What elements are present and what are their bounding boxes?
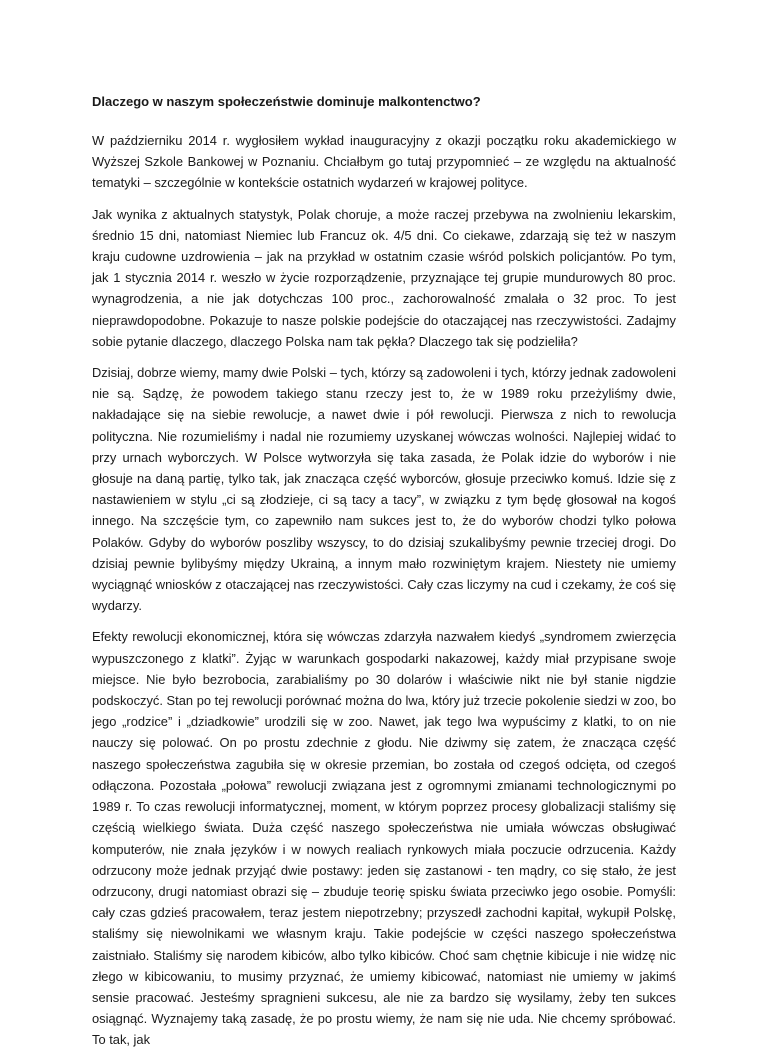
document-title: Dlaczego w naszym społeczeństwie dominuje malkontenctwo? xyxy=(92,94,481,109)
paragraph-2: Jak wynika z aktualnych statystyk, Polak choruje, a może raczej przebywa na zwolnieniu lekarskim, średnio 15 dni, natomiast Niemiec lub Francuz ok. 4/5 dni. Co ciekawe, zdarzają się też w naszym kraju cudowne uzdrowienia – jak na przykład w ostatnim czasie wśród polskich policjantów. Po tym, jak 1 stycznia 2014 r. weszło w życie rozporządzenie, przyznające tej grupie mundurowych 80 proc. wynagrodzenia, a nie jak dotychczas 100 proc., zachorowalność zmalała o 32 proc. To jest nieprawdopodobne. Pokazuje to nasze polskie podejście do otaczającej nas rzeczywistości. Zadajmy sobie pytanie dlaczego, dlaczego Polska nam tak pękła? Dlaczego tak się podzieliła? xyxy=(92,206,676,349)
paragraph-1: W październiku 2014 r. wygłosiłem wykład inauguracyjny z okazji początku roku akademickiego w Wyższej Szkole Bankowej w Poznaniu. Chciałbym go tutaj przypomnieć – ze względu na aktualność tematyki – szczególnie w kontekście ostatnich wydarzeń w krajowej polityce. xyxy=(92,133,676,191)
paragraph-4: Efekty rewolucji ekonomicznej, która się wówczas zdarzyła nazwałem kiedyś „syndromem zwierzęcia wypuszczonego z klatki”. Żyjąc w warunkach gospodarki nakazowej, każdy miał przypisane swoje miejsce. Nie było bezrobocia, zarabialiśmy po 30 dolarów i właściwie nikt nie był stanie nigdzie podskoczyć. Stan po tej rewolucji porównać można do lwa, który już trzecie pokolenie siedzi w zoo, bo jego „rodzice” i „dziadkowie” urodzili się w zoo. Nawet, jak tego lwa wypuścimy z klatki, to on nie nauczy się polować. On po prostu zdechnie z głodu. Nie dziwmy się zatem, że znacząca część naszego społeczeństwa zagubiła się w okresie przemian, bo została od czegoś odcięta, od czegoś odłączona. Pozostała „połowa” rewolucji związana jest z ogromnymi zmianami technologicznymi po 1989 r. To czas rewolucji informatycznej, moment, w którym poprzez procesy globalizacji staliśmy się częścią wielkiego świata. Duża część naszego społeczeństwa nie umiała wówczas obsługiwać komputerów, nie znała języków i w nowych realiach rynkowych miała poczucie odrzucenia. Każdy odrzucony może jednak przyjąć dwie postawy: jeden się zastanowi - ten mądry, co się stało, że jest odrzucony, drugi natomiast obrazi się – zbuduje teorię spisku świata przeciwko jego osobie. Pomyśli: cały czas gdzieś pracowałem, teraz jestem niepotrzebny; przyszedł zachodni kapitał, wykupił Polskę, staliśmy się niewolnikami we własnym kraju. Takie podejście w części naszego społeczeństwa zaistniało. Staliśmy się narodem kibiców, albo tylko kibiców. Choć sam chętnie kibicuje i nie widzę nic złego w kibicowaniu, to musimy przyznać, że umiemy kibicować, natomiast nie umiemy w jakimś sensie pracować. Jesteśmy spragnieni sukcesu, ale nie za bardzo się wysilamy, żeby ten sukces osiągnąć. Wyznajemy taką zasadę, że po prostu wiemy, że nam się nie uda. Nie chcemy spróbować. To tak, jak xyxy=(92,629,676,1048)
paragraph-3: Dzisiaj, dobrze wiemy, mamy dwie Polski – tych, którzy są zadowoleni i tych, którzy jednak zadowoleni nie są. Sądzę, że powodem takiego stanu rzeczy jest to, że w 1989 roku przeżyliśmy dwie, nakładające się na siebie rewolucje, a nawet dwie i pół rewolucji. Pierwsza z nich to rewolucja polityczna. Nie rozumieliśmy i nadal nie rozumiemy uzyskanej wówczas wolności. Najlepiej widać to przy urnach wyborczych. W Polsce wytworzyła się taka zasada, że Polak idzie do wyborów i nie głosuje na daną partię, tylko tak, jak znacząca część wyborców, głosuje przeciwko komuś. Idzie się z nastawieniem w stylu „ci są złodzieje, ci są tacy a tacy”, w związku z tym będę głosował na kogoś innego. Na szczęście tym, co zapewniło nam sukces jest to, że do wyborów chodzi tylko połowa Polaków. Gdyby do wyborów poszliby wszyscy, to do dzisiaj szukalibyśmy pewnie trzeciej drogi. Do dzisiaj pewnie bylibyśmy między Ukrainą, a innym mało rozwiniętym krajem. Niestety nie umiemy wyciągnąć wniosków z otaczającej nas rzeczywistości. Cały czas liczymy na cud i czekamy, że coś się wydarzy. xyxy=(92,365,676,614)
